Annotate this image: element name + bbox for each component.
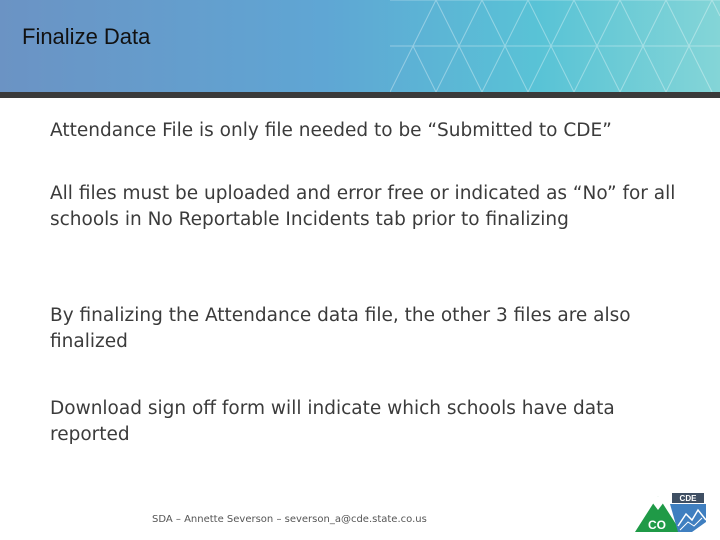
header-banner <box>0 0 720 92</box>
bullet-item: Attendance File is only file needed to be “Submitted to CDE” <box>50 120 612 141</box>
logo-top-text: CDE <box>679 494 697 503</box>
page-title: Finalize Data <box>22 24 151 49</box>
footer-text: SDA – Annette Severson – severson_a@cde.state.co.us <box>152 514 427 525</box>
bullet-item: All files must be uploaded and error free or indicated as “No” for all schools in No Reportable Incidents tab prior to finalizing <box>50 183 676 230</box>
bullet-item: Download sign off form will indicate which schools have data reported <box>50 398 615 445</box>
cde-logo <box>630 490 710 535</box>
triangle-pattern <box>390 0 720 92</box>
logo-bottom-text: CO <box>648 518 666 532</box>
header-divider <box>0 92 720 98</box>
bullet-item: By finalizing the Attendance data file, the other 3 files are also finalized <box>50 305 631 352</box>
